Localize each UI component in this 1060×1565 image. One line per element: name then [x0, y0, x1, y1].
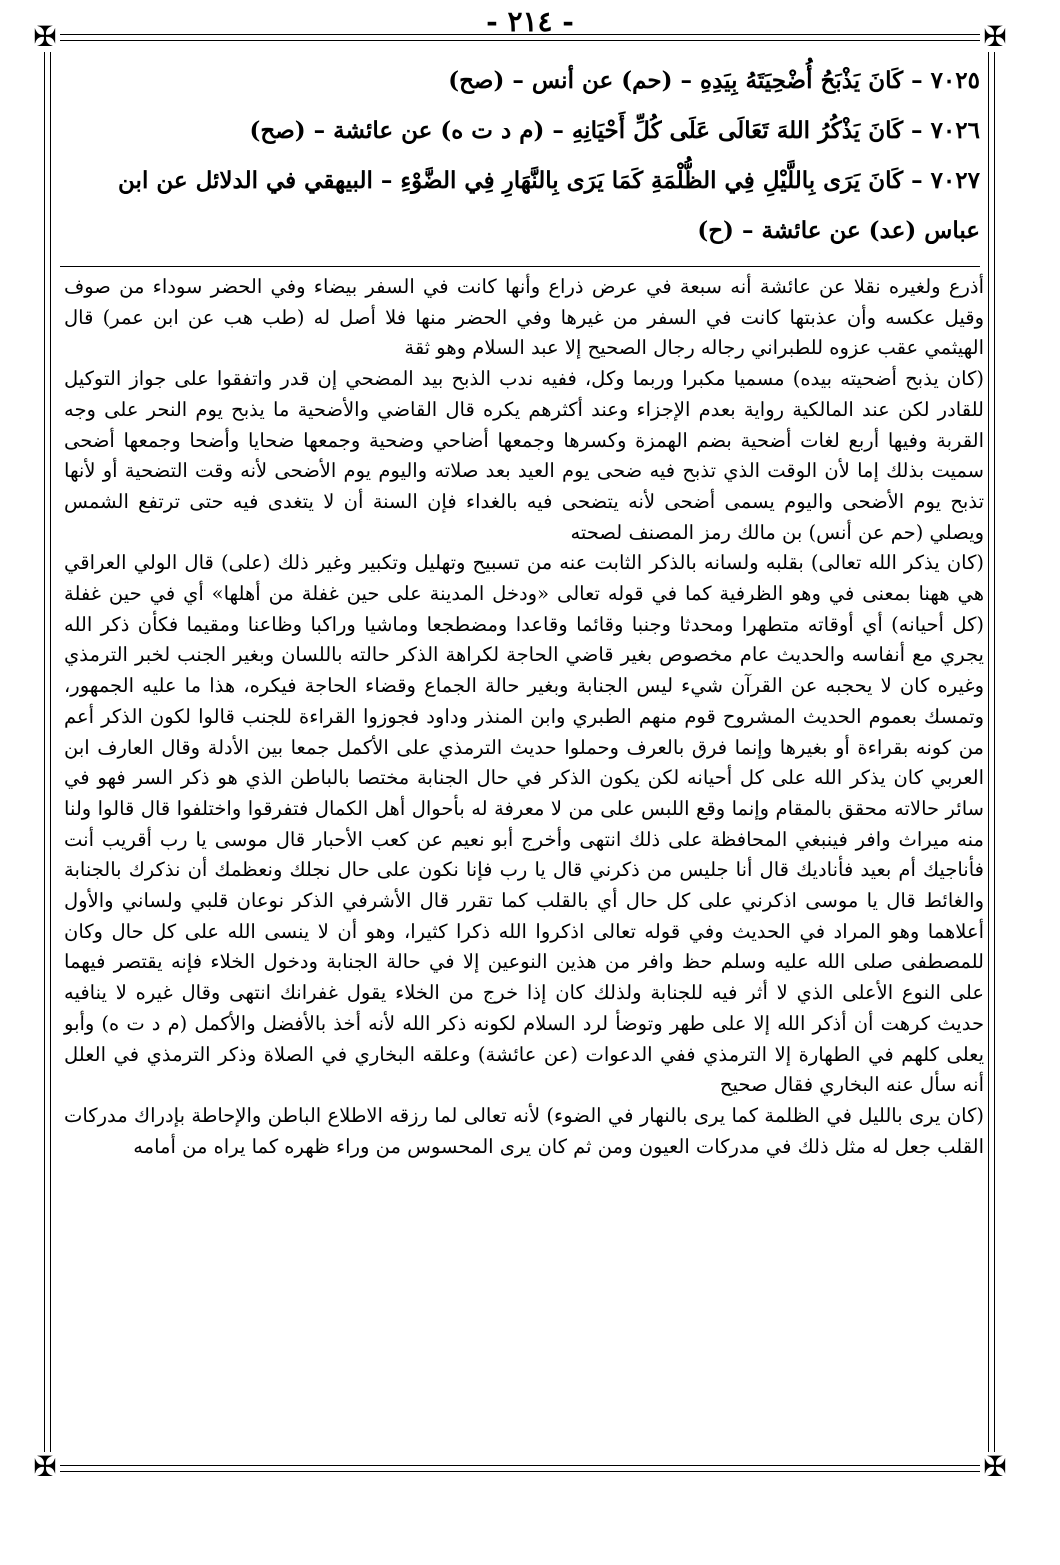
frame-border-left-inner [50, 34, 51, 1471]
frame-border-top-inner [44, 40, 994, 41]
section-divider [60, 266, 980, 267]
frame-border-left [44, 34, 45, 1471]
frame-border-right [994, 34, 995, 1471]
frame-border-bottom-inner [44, 1471, 994, 1472]
frame-border-top [44, 34, 994, 35]
frame-border-right-inner [988, 34, 989, 1471]
corner-ornament-icon: ✠ [980, 22, 1010, 52]
corner-ornament-icon: ✠ [980, 1452, 1010, 1482]
frame-border-bottom [44, 1465, 994, 1466]
commentary-paragraph: (كان يرى بالليل في الظلمة كما يرى بالنهار في الضوء) لأنه تعالى لما رزقه الاطلاع الباطن والإحاطة بإدراك مدركات القلب جعل له مثل ذلك في مدركات العيون ومن ثم كان يرى المحسوس من وراء ظهره كما يراه من أمامه [64, 1103, 984, 1158]
commentary-paragraph: (كان يذبح أضحيته بيده) مسميا مكبرا وربما وكل، ففيه ندب الذبح بيد المضحي إن قدر واتفقوا على جواز التوكيل للقادر لكن عند المالكية رواية بعدم الإجزاء وعند أكثرهم يكره قال القاضي والأضحية ما يذبح يوم النحر على وجه القربة وفيها أربع لغات أضحية بضم الهمزة وكسرها وجمعها أضاحي وضحية وجمعها ضحايا وأضحا وجمعها أضحى سميت بذلك إما لأن الوقت الذي تذبح فيه ضحى يوم العيد بعد صلاته واليوم يوم الأضحى لأنه وقت التضحية أو لأنها تذبح يوم الأضحى واليوم يسمى أضحى لأنه يتضحى فيه بالغداء فإن السنة أن لا يتغدى فيه حتى ترتفع الشمس ويصلي (حم عن أنس) بن مالك رمز المصنف لصحته [64, 367, 984, 544]
commentary-paragraph: أذرع ولغيره نقلا عن عائشة أنه سبعة في عرض ذراع وأنها كانت في السفر بيضاء وفي الحضر سوداء من صوف وقيل عكسه وأن عذبتها كانت في السفر من غيرها وفي الحضر منها فلا أصل له (طب هب عن ابن عمر) قال الهيثمي عقب عزوه للطبراني رجاله رجال الصحيح إلا عبد السلام وهو ثقة [64, 275, 984, 360]
hadith-7027: ٧٠٢٧ – كَانَ يَرَى بِاللَّيْلِ فِي الظُّلْمَةِ كَمَا يَرَى بِالنَّهَارِ فِي الضَّوْءِ – البيهقي في الدلائل عن ابن عباس (عد) عن عائشة – (ح) [118, 167, 980, 244]
commentary-section [64, 272, 984, 1162]
page-number: - ٢١٤ - [486, 5, 574, 38]
hadith-list [70, 56, 980, 256]
hadith-7026: ٧٠٢٦ – كَانَ يَذْكُرُ اللهَ تَعَالَى عَلَى كُلِّ أَحْيَانِهِ – (م د ت ه) عن عائشة – (صح) [249, 117, 980, 144]
corner-ornament-icon: ✠ [30, 22, 60, 52]
corner-ornament-icon: ✠ [30, 1452, 60, 1482]
commentary-paragraph: (كان يذكر الله تعالى) بقلبه ولسانه بالذكر الثابت عنه من تسبيح وتهليل وتكبير وغير ذلك (على) قال الولي العراقي هي ههنا بمعنى في وهو الظرفية كما في قوله تعالى «ودخل المدينة على حين غفلة من أهلها» أي في حين غفلة (كل أحيانه) أي أوقاته متطهرا ومحدثا وجنبا وقائما وقاعدا ومضطجعا وماشيا وراكبا وظاعنا ومقيما فكأن ذكر الله يجري مع أنفاسه والحديث عام مخصوص بغير قاضي الحاجة لكراهة الذكر حالته باللسان وبغير الجنب لخبر الترمذي وغيره كان لا يحجبه عن القرآن شيء ليس الجنابة وبغير حالة الجماع وقضاء الحاجة فيكره، هذا ما عليه الجمهور، وتمسك بعموم الحديث المشروح قوم منهم الطبري وابن المنذر وداود فجوزوا القراءة للجنب قالوا لكون الذكر أعم من كونه بقراءة أو بغيرها وإنما فرق بالعرف وحملوا حديث الترمذي على الأكمل جمعا بين الأدلة وقال العارف ابن العربي كان يذكر الله على كل أحيانه لكن يكون الذكر في حال الجنابة مختصا بالباطن الذي هو ذكر السر فهو في سائر حالاته محقق بالمقام وإنما وقع اللبس على من لا معرفة له بأحوال أهل الكمال فتفرقوا واختلفوا قال قالوا ولنا منه ميراث وافر فينبغي المحافظة على ذلك انتهى وأخرج أبو نعيم عن كعب الأحبار قال موسى يا رب أقريب أنت فأناجيك أم بعيد فأناديك قال أنا جليس من ذكرني قال يا رب فإنا نكون على حال نجلك ونعظمك أن نذكرك بالجنابة والغائط قال يا موسى اذكرني على كل حال أي بالقلب كما تقرر قال الأشرفي الذكر نوعان قلبي ولساني والأول أعلاهما وهو المراد في الحديث وفي قوله تعالى اذكروا الله ذكرا كثيرا، وهو أن لا ينسى الله على كل حال وكان للمصطفى صلى الله عليه وسلم حظ وافر من هذين النوعين إلا في حالة الجنابة ودخول الخلاء فإنه يقتصر فيهما على النوع الأعلى الذي لا أثر فيه للجنابة ولذلك كان إذا خرج من الخلاء يقول غفرانك انتهى وقال غيره لا ينافيه حديث كرهت أن أذكر الله إلا على طهر وتوضأ لرد السلام لكونه ذكر الله لأنه أخذ بالأفضل والأكمل (م د ت ه) وأبو يعلى كلهم في الطهارة إلا الترمذي ففي الدعوات (عن عائشة) وعلقه البخاري في الصلاة وذكر الترمذي في العلل أنه سأل عنه البخاري فقال صحيح [64, 551, 984, 1097]
hadith-7025: ٧٠٢٥ – كَانَ يَذْبَحُ أُضْحِيَتَهُ بِيَدِهِ – (حم) عن أنس – (صح) [448, 67, 980, 94]
